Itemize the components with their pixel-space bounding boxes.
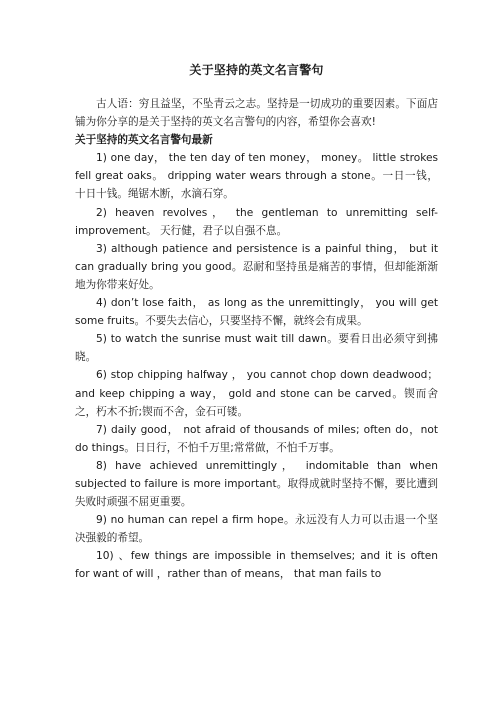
quote-item-8: 8) have achieved unremittingly， indomitable than when subjected to failure is more important。取得成就时坚持不懈，要比遭到失败时顽强不屈更重要。 xyxy=(75,459,438,509)
quote-item-4: 4) don’t lose faith， as long as the unremittingly， you will get some fruits。不要失去信心，只要坚持不懈，就终会有成果。 xyxy=(75,297,438,328)
document-title: 关于坚持的英文名言警句 xyxy=(189,63,324,77)
quote-item-1: 1) one day， the ten day of ten money， money。 little strokes fell great oaks。 dripping water wears through a stone。一日一钱，十日十钱。绳锯木断，水滴石穿。 xyxy=(75,152,438,201)
quote-item-6: 6) stop chipping halfway ， you cannot chop down deadwood；and keep chipping a way， gold and stone can be carved。锲而舍之，朽木不折;锲而不舍，金石可镂。 xyxy=(75,369,438,418)
quote-item-2: 2) heaven revolves， the gentleman to unremitting self-improvement。 天行健，君子以自强不息。 xyxy=(75,206,438,237)
intro-paragraph: 古人语：穷且益坚，不坠青云之志。坚持是一切成功的重要因素。下面店铺为你分享的是关于坚持的英文名言警句的内容，希望你会喜欢! xyxy=(75,98,438,129)
quote-item-7: 7) daily good， not afraid of thousands of miles; often do，not do things。日日行，不怕千万里;常常做，不怕千万事。 xyxy=(75,423,438,454)
quote-item-10: 10) 、few things are impossible in themselves; and it is often for want of will ，rather than of means， that man fails to xyxy=(75,550,438,581)
section-heading: 关于坚持的英文名言警句最新 xyxy=(75,134,213,147)
quote-item-5: 5) to watch the sunrise must wait till dawn。要看日出必须守到拂晓。 xyxy=(75,333,438,364)
quote-item-3: 3) although patience and persistence is a painful thing， but it can gradually bring you good。忍耐和坚持虽是痛苦的事情，但却能渐渐地为你带来好处。 xyxy=(75,242,438,291)
quote-item-9: 9) no human can repel a firm hope。永远没有人力可以击退一个坚决强毅的希望。 xyxy=(75,514,438,545)
